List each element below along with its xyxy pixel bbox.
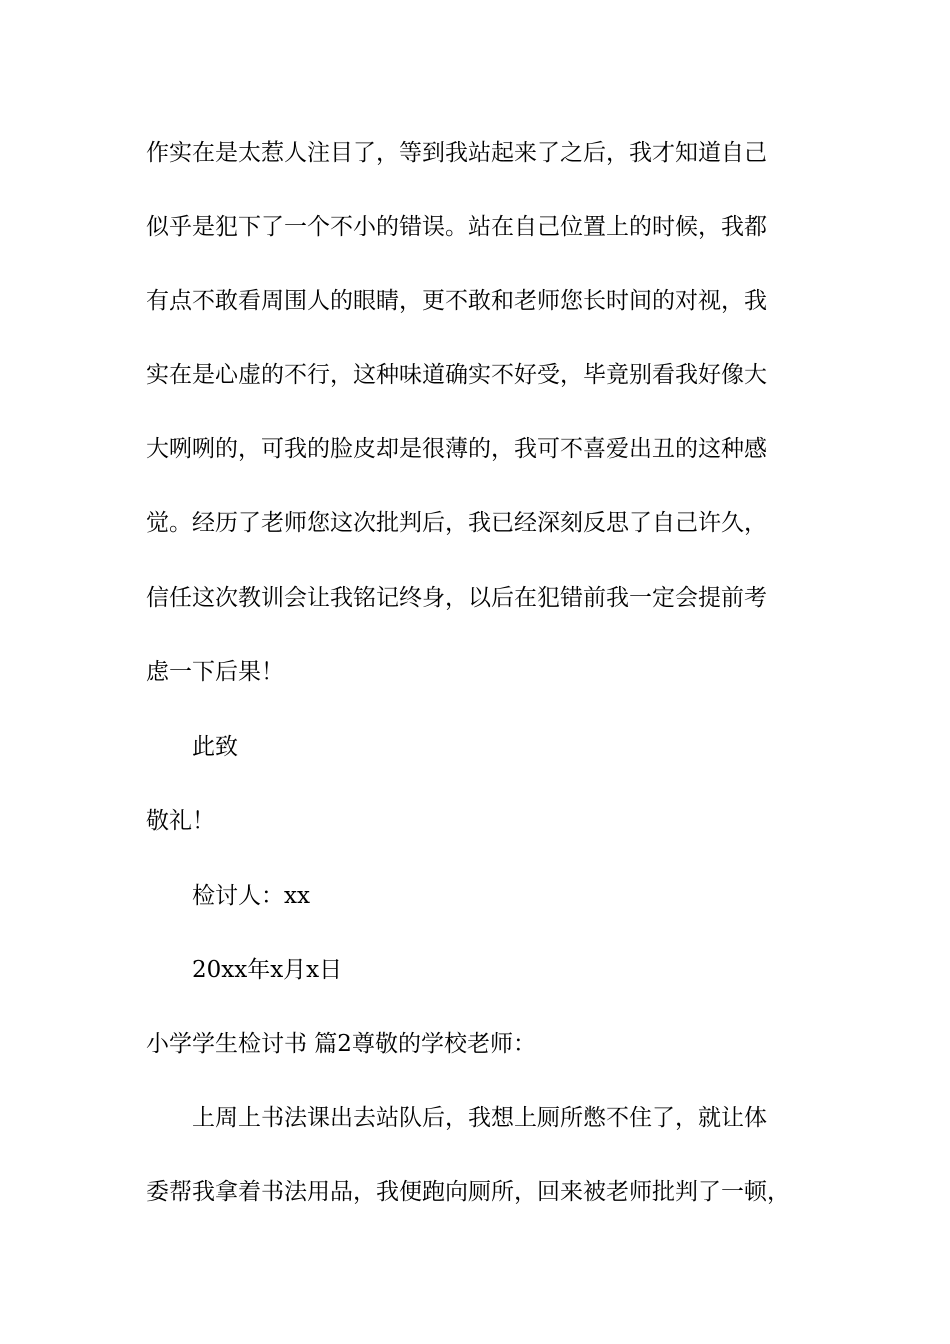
body-line: 虑一下后果！ (146, 659, 284, 685)
signature-line: 检讨人：xx (192, 883, 310, 909)
body-line: 有点不敢看周围人的眼睛，更不敢和老师您长时间的对视，我 (146, 288, 767, 314)
body-line: 大咧咧的，可我的脸皮却是很薄的，我可不喜爱出丑的这种感 (146, 436, 767, 462)
body-line: 觉。经历了老师您这次批判后，我已经深刻反思了自己许久， (146, 510, 767, 536)
body-line: 实在是心虚的不行，这种味道确实不好受，毕竟别看我好像大 (146, 362, 767, 388)
date-line: 20xx年x月x日 (192, 957, 343, 983)
closing-regards: 敬礼！ (146, 808, 215, 834)
body-line: 上周上书法课出去站队后，我想上厕所憋不住了，就让体 (192, 1105, 767, 1131)
body-line: 似乎是犯下了一个不小的错误。站在自己位置上的时候，我都 (146, 214, 767, 240)
section-heading: 小学学生检讨书 篇2尊敬的学校老师： (146, 1031, 536, 1057)
body-line: 委帮我拿着书法用品，我便跑向厕所，回来被老师批判了一顿， (146, 1179, 790, 1205)
closing-salutation: 此致 (192, 734, 238, 760)
body-line: 信任这次教训会让我铭记终身，以后在犯错前我一定会提前考 (146, 585, 767, 611)
body-line: 作实在是太惹人注目了，等到我站起来了之后，我才知道自己 (146, 140, 767, 166)
